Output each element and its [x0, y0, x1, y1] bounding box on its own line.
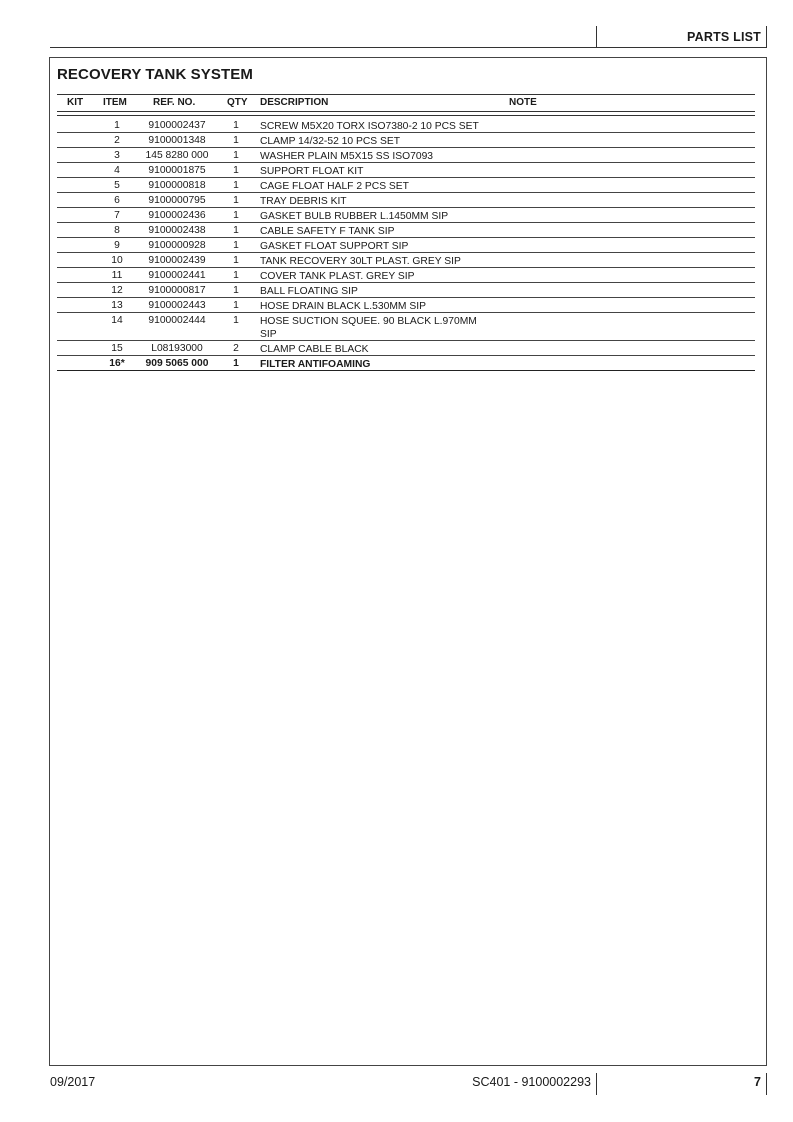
header-rule — [50, 47, 767, 48]
item-number: 7 — [114, 210, 120, 221]
description: CLAMP CABLE BLACK — [260, 344, 369, 355]
table-row — [57, 283, 755, 298]
ref-number: 9100001348 — [148, 135, 206, 146]
table-row — [57, 341, 755, 356]
item-number: 9 — [114, 240, 120, 251]
item-number: 16* — [109, 358, 125, 369]
table-row — [57, 193, 755, 208]
ref-number: 9100002443 — [148, 300, 206, 311]
description: BALL FLOATING SIP — [260, 286, 358, 297]
table-row — [57, 268, 755, 283]
description: GASKET BULB RUBBER L.1450MM SIP — [260, 211, 449, 222]
item-number: 4 — [114, 165, 120, 176]
item-number: 12 — [111, 285, 123, 296]
col-header-kit: KIT — [67, 97, 84, 108]
description: CAGE FLOAT HALF 2 PCS SET — [260, 181, 409, 192]
ref-number: 9100002441 — [148, 270, 206, 281]
table-row — [57, 208, 755, 223]
quantity: 1 — [233, 180, 239, 191]
quantity: 1 — [233, 240, 239, 251]
description: FILTER ANTIFOAMING — [260, 359, 371, 370]
description: TRAY DEBRIS KIT — [260, 196, 347, 207]
item-number: 11 — [111, 270, 123, 281]
item-number: 14 — [111, 315, 123, 326]
footer-page-number: 7 — [754, 1075, 761, 1089]
quantity: 1 — [233, 120, 239, 131]
parts-table-body — [57, 118, 755, 371]
quantity: 1 — [233, 135, 239, 146]
table-header-rule — [57, 111, 755, 112]
description: WASHER PLAIN M5X15 SS ISO7093 — [260, 151, 434, 162]
section-title: RECOVERY TANK SYSTEM — [57, 66, 253, 83]
quantity: 1 — [233, 210, 239, 221]
ref-number: 9100002439 — [148, 255, 206, 266]
col-header-description: DESCRIPTION — [260, 97, 329, 108]
quantity: 1 — [233, 285, 239, 296]
quantity: 1 — [233, 195, 239, 206]
description: GASKET FLOAT SUPPORT SIP — [260, 241, 409, 252]
quantity: 1 — [233, 358, 239, 369]
ref-number: 909 5065 000 — [145, 358, 209, 369]
table-header-rule-2 — [57, 115, 755, 116]
col-header-item: ITEM — [103, 97, 127, 108]
table-row — [57, 178, 755, 193]
footer-document-number: SC401 - 9100002293 — [472, 1075, 591, 1089]
quantity: 1 — [233, 255, 239, 266]
description: HOSE DRAIN BLACK L.530MM SIP — [260, 301, 426, 312]
quantity: 2 — [233, 343, 239, 354]
item-number: 15 — [111, 343, 123, 354]
ref-number: 9100000817 — [148, 285, 206, 296]
item-number: 8 — [114, 225, 120, 236]
ref-number: 9100002444 — [148, 315, 206, 326]
item-number: 10 — [111, 255, 123, 266]
description: CLAMP 14/32-52 10 PCS SET — [260, 136, 401, 147]
quantity: 1 — [233, 300, 239, 311]
item-number: 6 — [114, 195, 120, 206]
table-row — [57, 163, 755, 178]
description: COVER TANK PLAST. GREY SIP — [260, 271, 415, 282]
table-row — [57, 313, 755, 341]
ref-number: 9100002438 — [148, 225, 206, 236]
header-separator — [596, 26, 597, 47]
ref-number: 9100000928 — [148, 240, 206, 251]
footer-date: 09/2017 — [50, 1075, 96, 1089]
table-row — [57, 118, 755, 133]
col-header-note: NOTE — [509, 97, 537, 108]
item-number: 5 — [114, 180, 120, 191]
table-row — [57, 238, 755, 253]
item-number: 13 — [111, 300, 123, 311]
description: TANK RECOVERY 30LT PLAST. GREY SIP — [260, 256, 461, 267]
table-row — [57, 298, 755, 313]
table-row — [57, 133, 755, 148]
quantity: 1 — [233, 225, 239, 236]
header-end-rule — [766, 26, 767, 47]
quantity: 1 — [233, 270, 239, 281]
footer-separator — [596, 1073, 597, 1095]
description: HOSE SUCTION SQUEE. 90 BLACK L.970MM SIP — [260, 316, 477, 340]
description: CABLE SAFETY F TANK SIP — [260, 226, 395, 237]
quantity: 1 — [233, 150, 239, 161]
ref-number: 145 8280 000 — [145, 150, 209, 161]
ref-number: 9100001875 — [148, 165, 206, 176]
ref-number: L08193000 — [151, 343, 203, 354]
footer-end-rule — [766, 1073, 767, 1095]
col-header-qty: QTY — [227, 97, 248, 108]
col-header-ref: REF. NO. — [153, 97, 196, 108]
quantity: 1 — [233, 165, 239, 176]
table-row — [57, 148, 755, 163]
ref-number: 9100000818 — [148, 180, 206, 191]
table-top-rule — [57, 94, 755, 95]
item-number: 3 — [114, 150, 120, 161]
item-number: 2 — [114, 135, 120, 146]
ref-number: 9100002436 — [148, 210, 206, 221]
quantity: 1 — [233, 315, 239, 326]
table-row — [57, 253, 755, 268]
description: SCREW M5X20 TORX ISO7380-2 10 PCS SET — [260, 121, 479, 132]
description: SUPPORT FLOAT KIT — [260, 166, 364, 177]
page-header-title: PARTS LIST — [687, 30, 761, 44]
table-row — [57, 223, 755, 238]
item-number: 1 — [114, 120, 120, 131]
ref-number: 9100002437 — [148, 120, 206, 131]
table-row — [57, 356, 755, 371]
ref-number: 9100000795 — [148, 195, 206, 206]
